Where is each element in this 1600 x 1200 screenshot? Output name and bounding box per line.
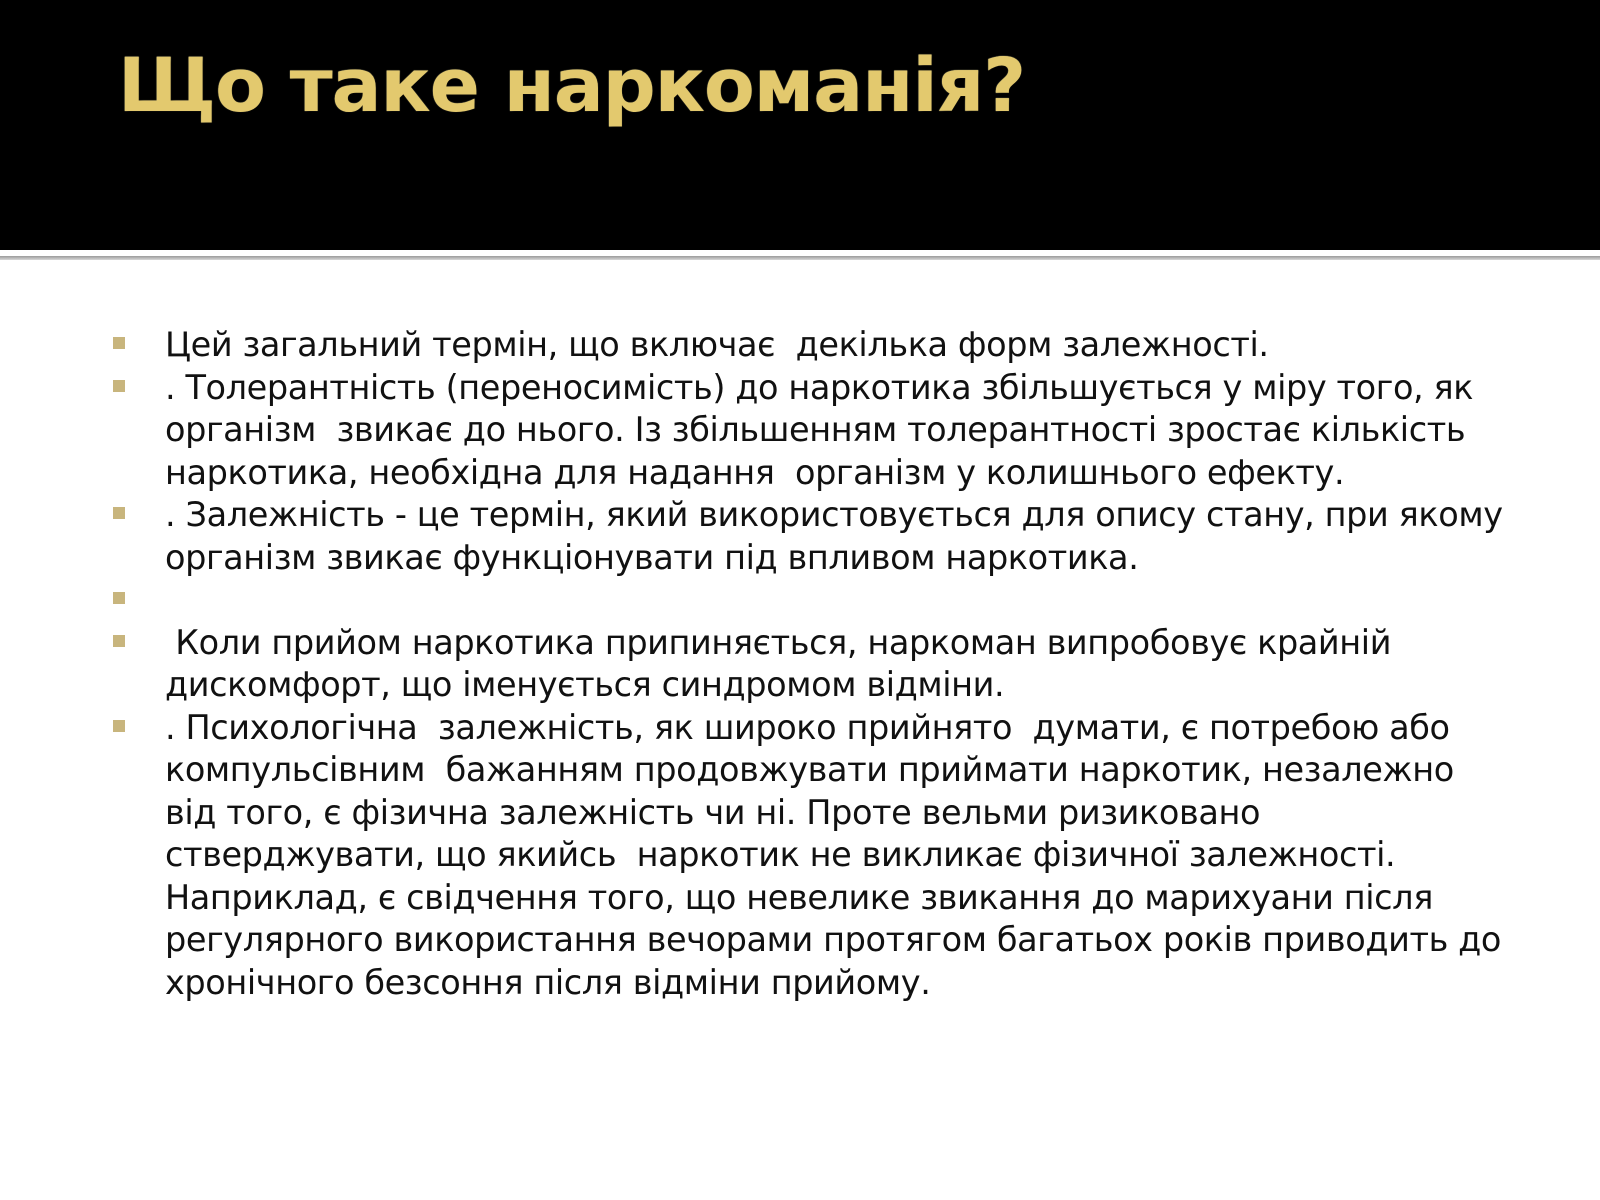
square-bullet-icon bbox=[113, 507, 125, 519]
title-divider bbox=[0, 256, 1600, 260]
bullet-text: Цей загальний термін, що включає декілька форм залежності. bbox=[165, 325, 1269, 364]
title-gap bbox=[0, 250, 1600, 253]
bullet-text: . Залежність - це термін, який використовується для опису стану, при якому організм звикає функціонувати під впливом наркотика. bbox=[165, 495, 1513, 577]
bullet-item bbox=[113, 367, 1513, 495]
bullet-text bbox=[165, 579, 1513, 622]
bullet-item bbox=[113, 324, 1513, 367]
bullet-text: Коли прийом наркотика припиняється, наркоман випробовує крайній дискомфорт, що іменується синдромом відміни. bbox=[165, 622, 1402, 704]
bullet-text: . Толерантність (переносимість) до наркотика збільшується у міру того, як організм звикає до нього. Із збільшенням толерантності зростає кількість наркотика, необхідна для надання організм у колишнього ефекту. bbox=[165, 367, 1484, 492]
square-bullet-icon bbox=[113, 592, 125, 604]
square-bullet-icon bbox=[113, 337, 125, 349]
square-bullet-icon bbox=[113, 380, 125, 392]
slide-title: Що таке наркоманія? bbox=[118, 43, 1026, 129]
bullet-item bbox=[113, 707, 1513, 1005]
title-band bbox=[0, 0, 1600, 250]
bullet-item bbox=[113, 494, 1513, 579]
square-bullet-icon bbox=[113, 635, 125, 647]
bullet-item bbox=[113, 622, 1513, 707]
bullet-text: . Психологічна залежність, як широко прийнято думати, є потребою або компульсівним бажанням продовжувати приймати наркотик, незалежно від того, є фізична залежність чи ні. Проте вельми ризиковано стверджувати, що якийсь наркотик не викликає фізичної залежності. Наприклад, є свідчення того, що невелике звикання до марихуани після регулярного використання вечорами протягом багатьох років приводить до хронічного безсоння після відміни прийому. bbox=[165, 707, 1512, 1002]
bullet-item bbox=[113, 579, 1513, 622]
square-bullet-icon bbox=[113, 720, 125, 732]
bullet-list bbox=[113, 324, 1513, 1004]
